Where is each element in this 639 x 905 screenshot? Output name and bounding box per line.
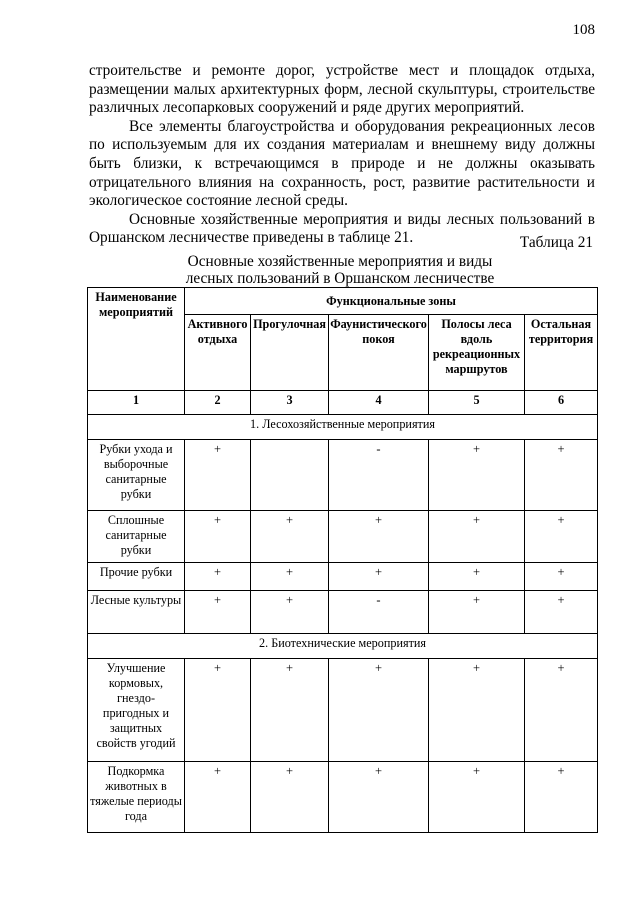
paragraph: Основные хозяйственные мероприятия и виды лесных пользований в Оршанском лесничестве приведены в таблице 21. xyxy=(89,210,595,247)
column-number-row xyxy=(88,391,598,415)
activities-table xyxy=(87,287,598,833)
header-row xyxy=(88,288,598,315)
body-text xyxy=(89,62,595,248)
zone-header-cell: Полосы леса вдоль рекреационных маршрутов xyxy=(429,315,525,391)
table-row xyxy=(88,762,598,833)
table-row xyxy=(88,511,598,563)
zone-mark-cell: + xyxy=(251,762,329,833)
column-number: 2 xyxy=(185,391,251,415)
zone-mark-cell: + xyxy=(329,563,429,591)
zone-header-cell: Прогулочная xyxy=(251,315,329,391)
activity-name: Рубки ухода и выборочные санитарные рубки xyxy=(88,440,185,511)
zone-mark-cell: + xyxy=(185,440,251,511)
paragraph: строительстве и ремонте дорог, устройстве мест и площадок отдыха, размещении малых архитектурных форм, лесной скульптуры, строительстве различных лесопарковых сооружений и ряде других мероприятий. xyxy=(89,62,595,117)
header-name-cell: Наименование мероприятий xyxy=(88,288,185,391)
activity-name: Сплошные санитарные рубки xyxy=(88,511,185,563)
zone-mark-cell: + xyxy=(429,591,525,634)
activity-name: Лесные культуры xyxy=(88,591,185,634)
zone-mark-cell: + xyxy=(329,511,429,563)
table-row xyxy=(88,563,598,591)
table-row xyxy=(88,591,598,634)
zone-mark-cell xyxy=(251,440,329,511)
zone-mark-cell: - xyxy=(329,440,429,511)
table-row xyxy=(88,440,598,511)
table-caption-line: лесных пользований в Оршанском лесничестве xyxy=(185,270,495,287)
zone-mark-cell: + xyxy=(185,762,251,833)
zone-mark-cell: - xyxy=(329,591,429,634)
zone-header-cell: Фаунистического покоя xyxy=(329,315,429,391)
section-row xyxy=(88,634,598,659)
section-title: 2. Биотехнические мероприятия xyxy=(88,634,598,659)
zone-mark-cell: + xyxy=(429,563,525,591)
paragraph: Все элементы благоустройства и оборудования рекреационных лесов по используемым для их создания материалам и внешнему виду должны быть близки, к встречающимся в природе и не должны оказывать отрицательного влияния на сохранность, рост, развитие растительности и экологическое состояние лесной среды. xyxy=(89,117,595,210)
zone-mark-cell: + xyxy=(329,762,429,833)
zone-mark-cell: + xyxy=(525,591,598,634)
page-number: 108 xyxy=(572,22,595,38)
zone-mark-cell: + xyxy=(251,511,329,563)
zone-mark-cell: + xyxy=(185,591,251,634)
section-row xyxy=(88,415,598,440)
zone-mark-cell: + xyxy=(429,762,525,833)
column-number: 4 xyxy=(329,391,429,415)
zone-mark-cell: + xyxy=(251,659,329,762)
zone-mark-cell: + xyxy=(185,511,251,563)
zone-mark-cell: + xyxy=(525,511,598,563)
table-row xyxy=(88,659,598,762)
column-number: 6 xyxy=(525,391,598,415)
activity-name: Прочие рубки xyxy=(88,563,185,591)
zone-mark-cell: + xyxy=(329,659,429,762)
activity-name: Улучшение кормовых, гнездо-пригодных и защитных свойств угодий xyxy=(88,659,185,762)
column-number: 1 xyxy=(88,391,185,415)
table-caption-line: Основные хозяйственные мероприятия и виды xyxy=(187,253,493,270)
column-number: 5 xyxy=(429,391,525,415)
zone-mark-cell: + xyxy=(525,440,598,511)
zone-mark-cell: + xyxy=(525,659,598,762)
zone-mark-cell: + xyxy=(185,659,251,762)
column-number: 3 xyxy=(251,391,329,415)
zone-mark-cell: + xyxy=(251,591,329,634)
zone-header-cell: Активного отдыха xyxy=(185,315,251,391)
zone-mark-cell: + xyxy=(429,511,525,563)
table-caption xyxy=(160,253,520,287)
zone-mark-cell: + xyxy=(429,440,525,511)
zone-mark-cell: + xyxy=(525,563,598,591)
header-group-cell: Функциональные зоны xyxy=(185,288,598,315)
zone-mark-cell: + xyxy=(525,762,598,833)
zone-mark-cell: + xyxy=(429,659,525,762)
zone-mark-cell: + xyxy=(185,563,251,591)
table-label: Таблица 21 xyxy=(519,234,593,251)
zone-mark-cell: + xyxy=(251,563,329,591)
activity-name: Подкормка животных в тяжелые периоды года xyxy=(88,762,185,833)
section-title: 1. Лесохозяйственные мероприятия xyxy=(88,415,598,440)
zone-header-cell: Остальная территория xyxy=(525,315,598,391)
